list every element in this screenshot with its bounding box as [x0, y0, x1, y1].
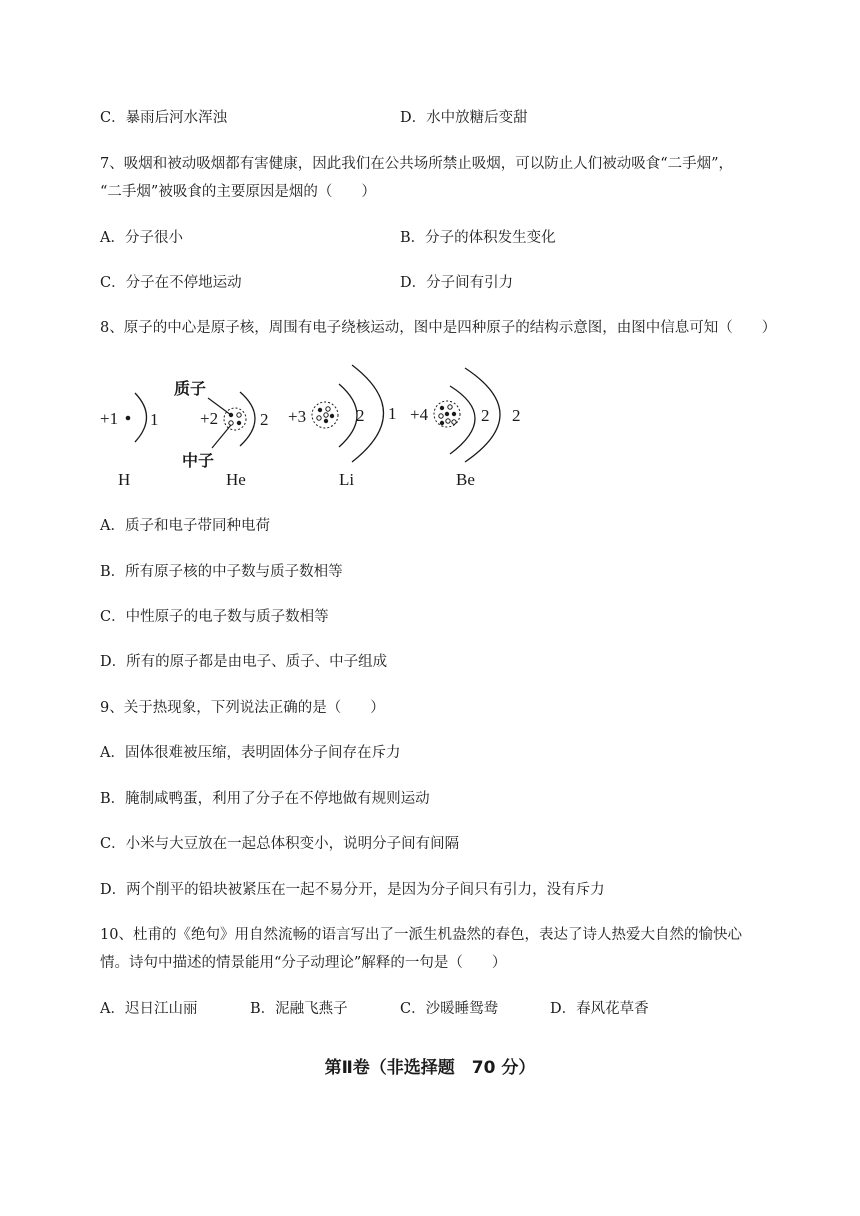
h-nucleus-charge: +1 — [100, 409, 119, 428]
li-neutron — [317, 416, 321, 420]
he-symbol: He — [226, 470, 246, 489]
q8-stem: 8、原子的中心是原子核，周围有电子绕核运动，图中是四种原子的结构示意图，由图中信息可知（ ） — [100, 320, 777, 336]
q7-stem-line2: “二手烟”被吸食的主要原因是烟的（ ） — [100, 184, 376, 200]
q7-option-b: B．分子的体积发生变化 — [400, 230, 556, 246]
li-shell-2-count: 1 — [388, 404, 397, 423]
li-proton — [330, 414, 334, 418]
h-shell-1 — [135, 393, 147, 442]
he-shell-1 — [240, 392, 255, 446]
atom-be — [410, 368, 521, 489]
section-title: 第Ⅱ卷（非选择题 70 分） — [324, 1058, 536, 1078]
q9-option-a: A．固体很难被压缩，表明固体分子间存在斥力 — [100, 745, 401, 761]
he-neutron — [237, 413, 241, 417]
q6-option-d: D．水中放糖后变甜 — [400, 110, 528, 126]
h-nucleus-dot — [126, 416, 131, 421]
h-symbol: H — [118, 470, 131, 489]
q10-option-d: D．春风花草香 — [550, 1001, 649, 1017]
neutron-pointer-line — [212, 425, 231, 448]
q7-option-a: A．分子很小 — [100, 230, 183, 246]
q10-option-b: B．泥融飞燕子 — [250, 1001, 348, 1017]
be-neutron — [439, 414, 443, 418]
h-shell-1-count: 1 — [150, 410, 159, 429]
be-symbol: Be — [456, 470, 475, 489]
atom-li — [288, 365, 397, 489]
q9-option-c: C．小米与大豆放在一起总体积变小，说明分子间有间隔 — [100, 836, 460, 852]
li-neutron — [324, 413, 328, 417]
atom-structure-diagram — [90, 362, 540, 492]
q10-option-c: C．沙暖睡鸳鸯 — [400, 1001, 499, 1017]
proton-label: 质子 — [174, 379, 207, 398]
atom-he — [174, 379, 269, 489]
li-neutron — [326, 407, 330, 411]
li-proton — [318, 408, 322, 412]
atom-h — [100, 393, 159, 489]
be-nucleus-charge: +4 — [410, 405, 429, 424]
li-nucleus-charge: +3 — [288, 407, 307, 426]
be-proton — [440, 421, 444, 425]
q7-option-d: D．分子间有引力 — [400, 275, 514, 291]
q8-option-c: C．中性原子的电子数与质子数相等 — [100, 609, 329, 625]
he-nucleus-charge: +2 — [200, 409, 219, 428]
q9-stem: 9、关于热现象，下列说法正确的是（ ） — [100, 700, 385, 716]
be-proton — [445, 412, 449, 416]
q10-option-a: A．迟日江山丽 — [100, 1001, 198, 1017]
q10-stem-line1: 10、杜甫的《绝句》用自然流畅的语言写出了一派生机盎然的春色，表达了诗人热爱大自然的愉快心 — [100, 927, 742, 943]
be-neutron — [448, 405, 452, 409]
be-proton — [452, 412, 456, 416]
he-nucleus-boundary — [224, 408, 246, 430]
be-neutron — [452, 420, 456, 424]
q8-option-b: B．所有原子核的中子数与质子数相等 — [100, 564, 343, 580]
q7-stem-line1: 7、吸烟和被动吸烟都有害健康，因此我们在公共场所禁止吸烟，可以防止人们被动吸食“二手烟”， — [100, 156, 734, 172]
q9-option-b: B．腌制咸鸭蛋，利用了分子在不停地做有规则运动 — [100, 791, 430, 807]
li-proton — [324, 419, 328, 423]
neutron-label: 中子 — [182, 451, 215, 470]
li-shell-1 — [339, 384, 357, 447]
he-neutron — [229, 421, 233, 425]
be-proton — [440, 406, 444, 410]
q10-stem-line2: 情。诗句中描述的情景能用“分子动理论”解释的一句是（ ） — [100, 955, 507, 971]
he-proton — [229, 413, 233, 417]
q7-option-c: C．分子在不停地运动 — [100, 275, 242, 291]
li-nucleus-boundary — [312, 402, 338, 428]
q6-option-c: C．暴雨后河水浑浊 — [100, 110, 228, 126]
be-shell-1-count: 2 — [481, 406, 490, 425]
q8-option-d: D．所有的原子都是由电子、质子、中子组成 — [100, 654, 388, 670]
q8-option-a: A．质子和电子带同种电荷 — [100, 518, 270, 534]
q9-option-d: D．两个削平的铅块被紧压在一起不易分开，是因为分子间只有引力，没有斥力 — [100, 882, 605, 898]
he-proton — [237, 421, 241, 425]
he-shell-1-count: 2 — [260, 410, 269, 429]
li-shell-1-count: 2 — [356, 406, 365, 425]
be-neutron — [446, 419, 450, 423]
be-shell-2-count: 2 — [512, 406, 521, 425]
li-symbol: Li — [339, 470, 355, 489]
